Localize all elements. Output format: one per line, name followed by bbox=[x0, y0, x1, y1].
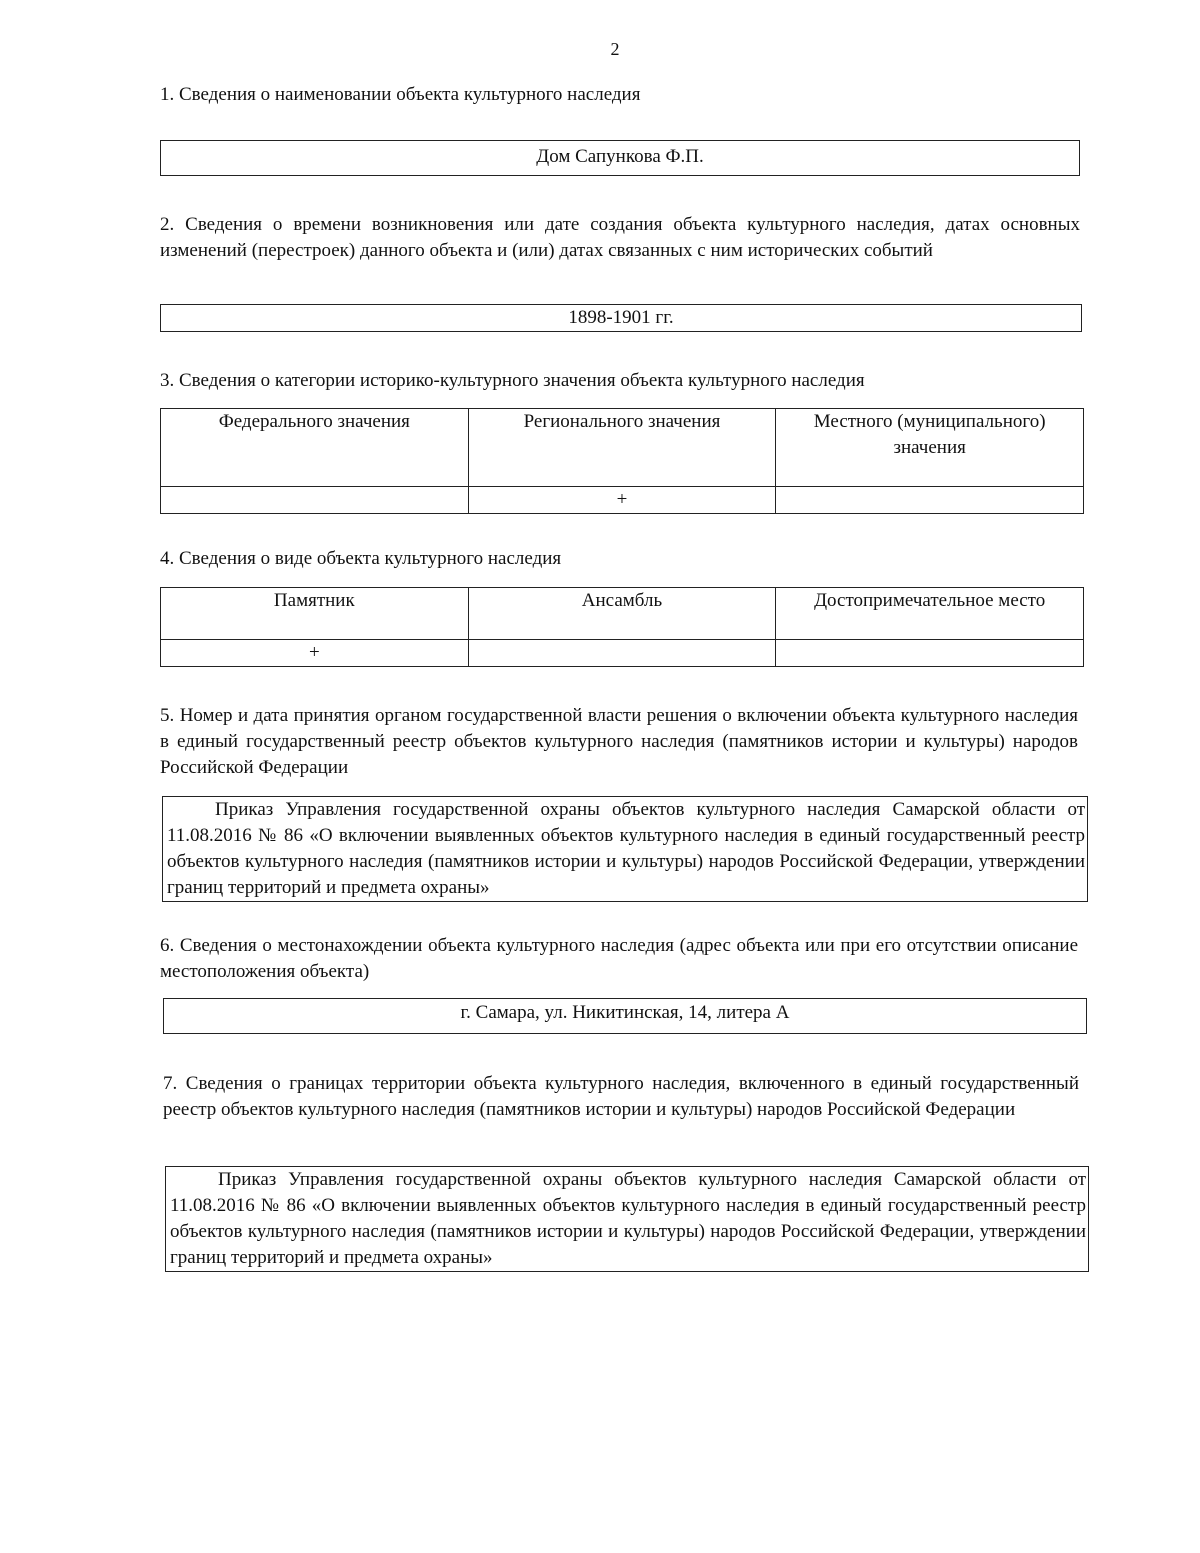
type-mark-monument: + bbox=[161, 640, 469, 667]
significance-mark-local bbox=[776, 487, 1084, 514]
significance-col-regional: Регионального значения bbox=[468, 409, 776, 487]
section-7-value: Приказ Управления государственной охраны объектов культурного наследия Самарской области от 11.08.2016 № 86 «О включении выявленных объектов культурного наследия в единый государственный реестр объектов культурного наследия (памятников истории и культуры) народов Российской Федерации, утверждении границ территорий и предмета охраны» bbox=[165, 1166, 1089, 1272]
section-4-heading: 4. Сведения о виде объекта культурного наследия bbox=[160, 548, 562, 569]
type-col-monument: Памятник bbox=[161, 588, 469, 640]
page-number: 2 bbox=[610, 39, 620, 59]
section-2-heading: 2. Сведения о времени возникновения или дате создания объекта культурного наследия, датах основных изменений (перестроек) данного объекта и (или) датах связанных с ним исторических событий bbox=[160, 214, 1080, 261]
section-6-heading: 6. Сведения о местонахождении объекта культурного наследия (адрес объекта или при его отсутствии описание местоположения объекта) bbox=[160, 935, 1078, 982]
section-2-value: 1898-1901 гг. bbox=[160, 304, 1082, 332]
type-mark-ensemble bbox=[468, 640, 776, 667]
significance-col-federal: Федерального значения bbox=[161, 409, 469, 487]
section-7-heading: 7. Сведения о границах территории объекта культурного наследия, включенного в единый государственный реестр объектов культурного наследия (памятников истории и культуры) народов Российской Федерации bbox=[163, 1073, 1079, 1120]
object-type-table bbox=[160, 587, 1084, 667]
section-3-heading: 3. Сведения о категории историко-культурного значения объекта культурного наследия bbox=[160, 370, 865, 391]
type-col-landmark: Достопримечательное место bbox=[776, 588, 1084, 640]
significance-col-local: Местного (муниципального) значения bbox=[776, 409, 1084, 487]
section-1-value: Дом Сапункова Ф.П. bbox=[160, 140, 1080, 176]
section-6-value: г. Самара, ул. Никитинская, 14, литера А bbox=[163, 998, 1087, 1034]
significance-mark-federal bbox=[161, 487, 469, 514]
significance-mark-regional: + bbox=[468, 487, 776, 514]
type-mark-landmark bbox=[776, 640, 1084, 667]
section-5-heading: 5. Номер и дата принятия органом государственной власти решения о включении объекта культурного наследия в единый государственный реестр объектов культурного наследия (памятников истории и культуры) народов Российской Федерации bbox=[160, 705, 1078, 778]
type-col-ensemble: Ансамбль bbox=[468, 588, 776, 640]
section-5-value: Приказ Управления государственной охраны объектов культурного наследия Самарской области от 11.08.2016 № 86 «О включении выявленных объектов культурного наследия в единый государственный реестр объектов культурного наследия (памятников истории и культуры) народов Российской Федерации, утверждении границ территорий и предмета охраны» bbox=[162, 796, 1088, 902]
significance-table bbox=[160, 408, 1084, 514]
section-1-heading: 1. Сведения о наименовании объекта культурного наследия bbox=[160, 84, 641, 105]
